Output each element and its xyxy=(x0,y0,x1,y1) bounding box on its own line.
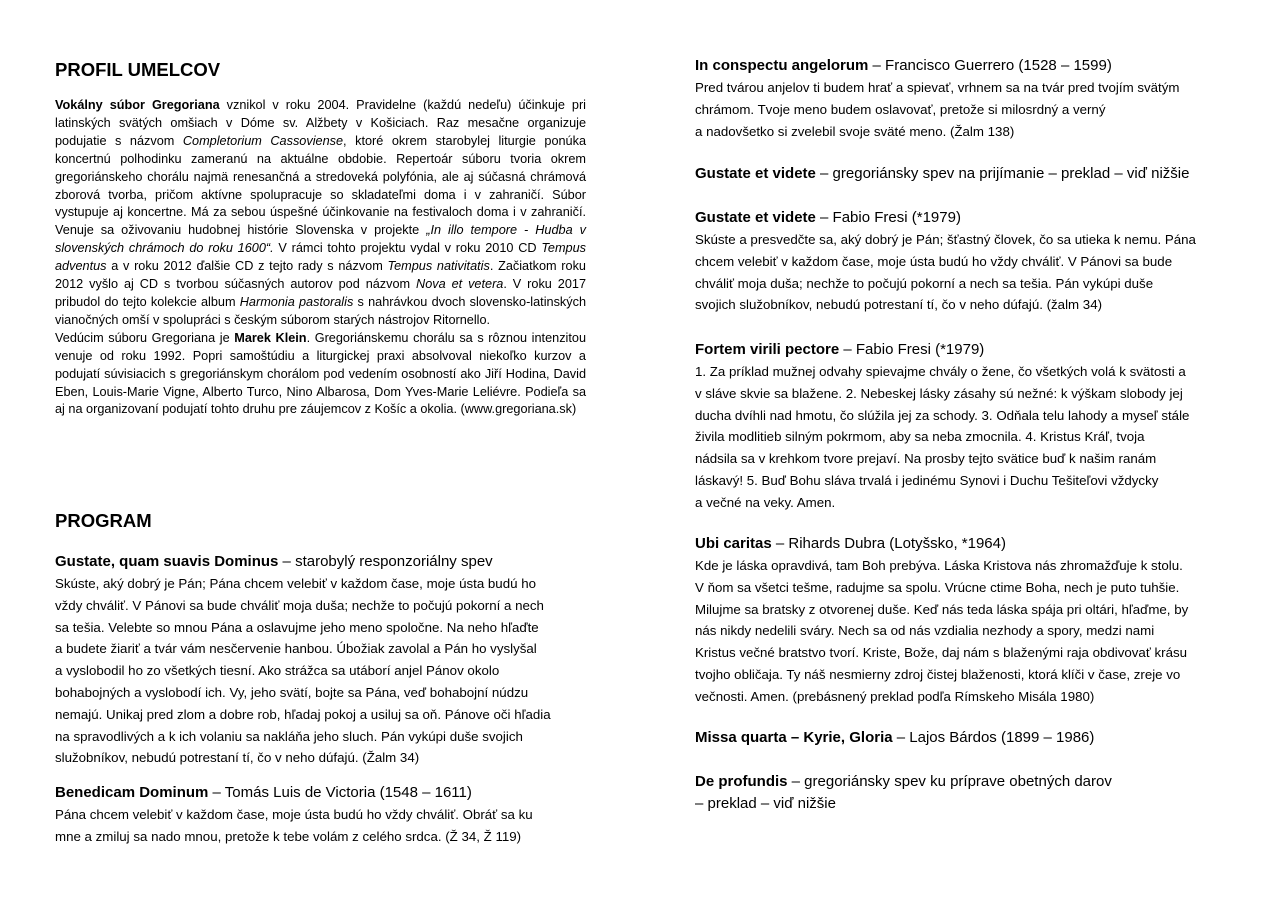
item-text: Skúste a presvedčte sa, aký dobrý je Pán; šťastný človek, čo sa utieka k nemu. Pána chcem velebiť v každom čase, moje ústa budú ho vždy chváliť. V Pánovi sa bude chváliť moja duša; nechže to počujú pokorní a nech sa tešia. Pán vykúpi duše svojich služobníkov, nebudú potrestaní tí, čo v neho dúfajú. (žalm 34) xyxy=(695,232,1196,313)
item-text: 1. Za príklad mužnej odvahy spievajme chvály o žene, čo všetkých volá k svätosti a v sláve skvie sa blažene. 2. Nebeskej lásky zásahy sú nežné: k výškam slobody jej ducha dvíhli nad hmotu, čo slúžila jej za schody. 3. Odňala telu lahody a myseľ stále živila modlitieb silným pokrmom, aby sa neba zmocnila. 4. Kristus Kráľ, tvoja nádsila sa v krehkom tvore prejaví. Na prosby tejto svätice buď k našim ranám láskavý! 5. Buď Bohu sláva trvalá i jedinému Synovi i Duchu Tešiteľovi vždycky a večné na veky. Amen. xyxy=(695,364,1190,510)
program-heading: PROGRAM xyxy=(55,510,152,531)
item-text: – preklad – viď nižšie xyxy=(695,795,836,812)
item-title: De profundis – gregoriánsky spev ku príprave obetných darov xyxy=(695,773,1112,790)
program-item xyxy=(695,55,1255,142)
item-text: Pred tvárou anjelov ti budem hrať a spievať, vrhnem sa na tvár pred tvojím svätým chrámom. Tvoje meno budem oslavovať, pretože si milosrdný a verný a nadovšetko si zvelebil svoje sväté meno. (Žalm 138) xyxy=(695,80,1180,139)
director-name: Marek Klein xyxy=(234,330,307,345)
item-title: Gustate et videte – gregoriánsky spev na prijímanie – preklad – viď nižšie xyxy=(695,165,1190,182)
item-title: Ubi caritas – Rihards Dubra (Lotyšsko, *1964) xyxy=(695,535,1006,552)
program-item xyxy=(55,551,615,769)
profile-paragraph-1: Vokálny súbor Gregoriana vznikol v roku 2004. Pravidelne (každú nedeľu) účinkuje pri latinských svätých omšiach v Dóme sv. Alžbety v Košiciach. Raz mesačne organizuje podujatie s názvom Completorium Cassoviense, ktoré okrem starobylej liturgie ponúka koncertnú polhodinku zameranú na aktuálne obdobie. Repertoár súboru tvoria okrem gregoriánskeho chorálu najmä renesančná a stredoveká polyfónia, ale aj súčasná chrámová zborová tvorba, pričom aktívne spolupracuje so skladateľmi doma i v zahraničí. Súbor vystupuje aj koncertne. Má za sebou úspešné účinkovanie na festivaloch doma i v zahraničí. Venuje sa oživovaniu hudobnej histórie Slovenska v projekte „In illo tempore - Hudba v slovenských chrámoch do roku 1600“. V rámci tohto projektu vydal v roku 2010 CD Tempus adventus a v roku 2012 ďalšie CD z tejto rady s názvom Tempus nativitatis. Začiatkom roku 2012 vyšlo aj CD s tvorbou súčasných autorov pod názvom Nova et vetera. V roku 2017 pribudol do tejto kolekcie album Harmonia pastoralis s nahrávkou dvoch slovensko-latinských vianočných omší v spolupráci s českým súborom starých nástrojov Ritornello. xyxy=(55,98,587,327)
item-text: Skúste, aký dobrý je Pán; Pána chcem velebiť v každom čase, moje ústa budú ho vždy chváliť. V Pánovi sa bude chváliť moja duša; nechže to počujú pokorní a nech sa tešia. Velebte so mnou Pána a oslavujme jeho meno spoločne. Na neho hľaďte a budete žiariť a tvár vám nesčervenie hanbou. Úbožiak zavolal a Pán ho vyslyšal a vyslobodil ho zo všetkých tiesní. Ako strážca sa utáborí anjel Pánov okolo bohabojných a vyslobodí ich. Vy, jeho svätí, bojte sa Pána, veď bohabojní núdzu nemajú. Unikaj pred zlom a dobre rob, hľadaj pokoj a usiluj sa oň. Pánove oči hľadia na spravodlivých a k ich volaniu sa nakláňa jeho sluch. Pán vykúpi duše svojich služobníkov, nebudú potrestaní tí, čo v neho dúfajú. (Žalm 34) xyxy=(55,576,551,766)
item-title: Missa quarta – Kyrie, Gloria – Lajos Bárdos (1899 – 1986) xyxy=(695,729,1095,746)
item-title: Benedicam Dominum – Tomás Luis de Victoria (1548 – 1611) xyxy=(55,784,472,801)
item-text: Pána chcem velebiť v každom čase, moje ústa budú ho vždy chváliť. Obráť sa ku mne a zmiluj sa nado mnou, pretože k tebe volám z celého srdca. (Ž 34, Ž 119) xyxy=(55,807,533,844)
program-item xyxy=(695,727,1255,749)
program-item xyxy=(695,339,1255,514)
item-title: In conspectu angelorum – Francisco Guerrero (1528 – 1599) xyxy=(695,57,1112,74)
item-title: Fortem virili pectore – Fabio Fresi (*1979) xyxy=(695,341,985,358)
profile-paragraph-2: Vedúcim súboru Gregoriana je Marek Klein. Gregoriánskemu chorálu sa s rôznou intenzitou venuje od roku 1992. Popri samoštúdiu a liturgickej praxi absolvoval niekoľko kurzov a podujatí súvisiacich s gregoriánskym chorálom pod vedením osobností ako Jiří Hodina, David Eben, Louis-Marie Vigne, Alberto Turco, Nino Albarosa, Dom Yves-Marie Leliévre. Podieľa sa aj na organizovaní podujatí tohto druhu pre záujemcov z Košíc a okolia. (www.gregoriana.sk) xyxy=(55,330,586,417)
item-title: Gustate, quam suavis Dominus – starobylý responzoriálny spev xyxy=(55,553,493,570)
program-item xyxy=(695,533,1255,708)
program-item xyxy=(695,207,1255,316)
program-item xyxy=(55,782,615,848)
item-title: Gustate et videte – Fabio Fresi (*1979) xyxy=(695,209,961,226)
item-text: Kde je láska opravdivá, tam Boh prebýva. Láska Kristova nás zhromažďuje k stolu. V ňom sa všetci tešme, radujme sa spolu. Vrúcne ctime Boha, nech je puto tuhšie. Milujme sa bratsky z otvorenej duše. Keď nás teda láska spája pri oltári, hľaďme, by nás nikdy nedelili sváry. Nech sa od nás vzdialia nezhody a spory, medzi nami Kristus večné bratstvo tvorí. Kriste, Bože, daj nám s blaženými raja obdivovať krásu tvojho obličaja. Ty náš nesmierny zdroj čistej blaženosti, ktorá klíči v čase, zreje vo večnosti. Amen. (prebásnený preklad podľa Rímskeho Misála 1980) xyxy=(695,558,1189,704)
profile-text xyxy=(55,97,586,419)
program-item xyxy=(695,771,1255,815)
profile-heading: PROFIL UMELCOV xyxy=(55,59,221,80)
program-item xyxy=(695,163,1255,185)
ensemble-name: Vokálny súbor Gregoriana xyxy=(55,98,220,112)
